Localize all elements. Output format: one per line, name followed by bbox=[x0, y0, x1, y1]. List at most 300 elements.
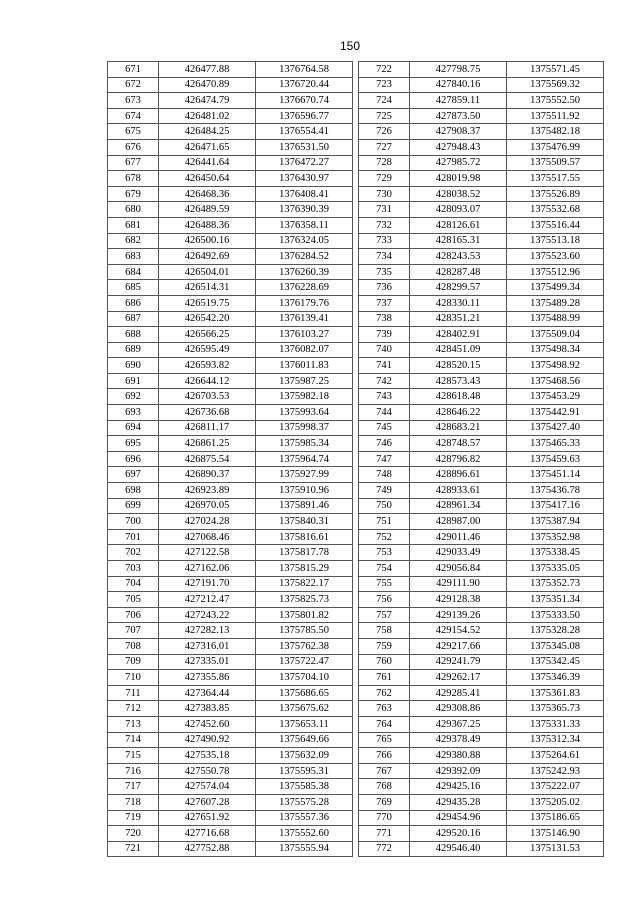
point-number-cell: 765 bbox=[359, 732, 410, 748]
y-coordinate-cell: 1376408.41 bbox=[256, 186, 353, 202]
table-row bbox=[108, 826, 353, 842]
y-coordinate-cell: 1375146.90 bbox=[507, 826, 604, 842]
y-coordinate-cell: 1375436.78 bbox=[507, 483, 604, 499]
y-coordinate-cell: 1376324.05 bbox=[256, 233, 353, 249]
x-coordinate-cell: 427607.28 bbox=[159, 794, 256, 810]
table-row bbox=[108, 389, 353, 405]
x-coordinate-cell: 429520.16 bbox=[410, 826, 507, 842]
x-coordinate-cell: 426890.37 bbox=[159, 467, 256, 483]
table-row bbox=[108, 794, 353, 810]
table-row bbox=[359, 716, 604, 732]
table-row bbox=[359, 389, 604, 405]
x-coordinate-cell: 428683.21 bbox=[410, 420, 507, 436]
table-row bbox=[359, 451, 604, 467]
table-row bbox=[108, 654, 353, 670]
x-coordinate-cell: 428618.48 bbox=[410, 389, 507, 405]
table-row bbox=[359, 841, 604, 857]
table-row bbox=[108, 77, 353, 93]
y-coordinate-cell: 1375985.34 bbox=[256, 436, 353, 452]
y-coordinate-cell: 1375476.99 bbox=[507, 139, 604, 155]
y-coordinate-cell: 1375575.28 bbox=[256, 794, 353, 810]
point-number-cell: 737 bbox=[359, 295, 410, 311]
x-coordinate-cell: 426470.89 bbox=[159, 77, 256, 93]
coordinates-table-left bbox=[107, 61, 353, 857]
x-coordinate-cell: 429241.79 bbox=[410, 654, 507, 670]
y-coordinate-cell: 1376228.69 bbox=[256, 280, 353, 296]
point-number-cell: 771 bbox=[359, 826, 410, 842]
y-coordinate-cell: 1375427.40 bbox=[507, 420, 604, 436]
y-coordinate-cell: 1375511.92 bbox=[507, 108, 604, 124]
point-number-cell: 739 bbox=[359, 327, 410, 343]
x-coordinate-cell: 427535.18 bbox=[159, 748, 256, 764]
point-number-cell: 721 bbox=[108, 841, 159, 857]
x-coordinate-cell: 429011.46 bbox=[410, 529, 507, 545]
point-number-cell: 752 bbox=[359, 529, 410, 545]
x-coordinate-cell: 426441.64 bbox=[159, 155, 256, 171]
table-row bbox=[108, 186, 353, 202]
point-number-cell: 734 bbox=[359, 249, 410, 265]
y-coordinate-cell: 1375653.11 bbox=[256, 716, 353, 732]
table-row bbox=[108, 748, 353, 764]
y-coordinate-cell: 1375352.98 bbox=[507, 529, 604, 545]
y-coordinate-cell: 1375649.66 bbox=[256, 732, 353, 748]
point-number-cell: 713 bbox=[108, 716, 159, 732]
point-number-cell: 768 bbox=[359, 779, 410, 795]
y-coordinate-cell: 1375365.73 bbox=[507, 701, 604, 717]
point-number-cell: 757 bbox=[359, 607, 410, 623]
x-coordinate-cell: 429367.25 bbox=[410, 716, 507, 732]
y-coordinate-cell: 1376554.41 bbox=[256, 124, 353, 140]
table-row bbox=[359, 233, 604, 249]
y-coordinate-cell: 1375722.47 bbox=[256, 654, 353, 670]
x-coordinate-cell: 427716.68 bbox=[159, 826, 256, 842]
y-coordinate-cell: 1375817.78 bbox=[256, 545, 353, 561]
x-coordinate-cell: 426644.12 bbox=[159, 373, 256, 389]
x-coordinate-cell: 429546.40 bbox=[410, 841, 507, 857]
x-coordinate-cell: 429425.16 bbox=[410, 779, 507, 795]
table-row bbox=[359, 202, 604, 218]
table-row bbox=[108, 685, 353, 701]
y-coordinate-cell: 1375998.37 bbox=[256, 420, 353, 436]
point-number-cell: 678 bbox=[108, 171, 159, 187]
x-coordinate-cell: 426504.01 bbox=[159, 264, 256, 280]
y-coordinate-cell: 1375498.92 bbox=[507, 358, 604, 374]
x-coordinate-cell: 428351.21 bbox=[410, 311, 507, 327]
x-coordinate-cell: 426477.88 bbox=[159, 62, 256, 78]
y-coordinate-cell: 1375516.44 bbox=[507, 217, 604, 233]
point-number-cell: 677 bbox=[108, 155, 159, 171]
x-coordinate-cell: 429380.88 bbox=[410, 748, 507, 764]
y-coordinate-cell: 1375509.57 bbox=[507, 155, 604, 171]
point-number-cell: 710 bbox=[108, 670, 159, 686]
y-coordinate-cell: 1375982.18 bbox=[256, 389, 353, 405]
x-coordinate-cell: 427191.70 bbox=[159, 576, 256, 592]
point-number-cell: 686 bbox=[108, 295, 159, 311]
y-coordinate-cell: 1375205.02 bbox=[507, 794, 604, 810]
y-coordinate-cell: 1375482.18 bbox=[507, 124, 604, 140]
table-row bbox=[108, 436, 353, 452]
y-coordinate-cell: 1375465.33 bbox=[507, 436, 604, 452]
x-coordinate-cell: 427752.88 bbox=[159, 841, 256, 857]
table-row bbox=[108, 779, 353, 795]
y-coordinate-cell: 1375762.38 bbox=[256, 638, 353, 654]
y-coordinate-cell: 1375927.99 bbox=[256, 467, 353, 483]
table-row bbox=[108, 217, 353, 233]
point-number-cell: 683 bbox=[108, 249, 159, 265]
y-coordinate-cell: 1375131.53 bbox=[507, 841, 604, 857]
y-coordinate-cell: 1375498.34 bbox=[507, 342, 604, 358]
point-number-cell: 690 bbox=[108, 358, 159, 374]
table-row bbox=[359, 358, 604, 374]
x-coordinate-cell: 426703.53 bbox=[159, 389, 256, 405]
point-number-cell: 746 bbox=[359, 436, 410, 452]
table-row bbox=[359, 498, 604, 514]
y-coordinate-cell: 1375993.64 bbox=[256, 405, 353, 421]
y-coordinate-cell: 1375557.36 bbox=[256, 810, 353, 826]
x-coordinate-cell: 426736.68 bbox=[159, 405, 256, 421]
point-number-cell: 702 bbox=[108, 545, 159, 561]
point-number-cell: 699 bbox=[108, 498, 159, 514]
x-coordinate-cell: 429033.49 bbox=[410, 545, 507, 561]
y-coordinate-cell: 1375387.94 bbox=[507, 514, 604, 530]
point-number-cell: 722 bbox=[359, 62, 410, 78]
point-number-cell: 720 bbox=[108, 826, 159, 842]
y-coordinate-cell: 1375509.04 bbox=[507, 327, 604, 343]
point-number-cell: 758 bbox=[359, 623, 410, 639]
x-coordinate-cell: 429056.84 bbox=[410, 561, 507, 577]
x-coordinate-cell: 428796.82 bbox=[410, 451, 507, 467]
point-number-cell: 701 bbox=[108, 529, 159, 545]
point-number-cell: 732 bbox=[359, 217, 410, 233]
table-row bbox=[108, 139, 353, 155]
table-row bbox=[108, 108, 353, 124]
point-number-cell: 700 bbox=[108, 514, 159, 530]
table-row bbox=[359, 529, 604, 545]
point-number-cell: 696 bbox=[108, 451, 159, 467]
table-row bbox=[108, 358, 353, 374]
x-coordinate-cell: 428520.15 bbox=[410, 358, 507, 374]
point-number-cell: 687 bbox=[108, 311, 159, 327]
table-row bbox=[359, 108, 604, 124]
y-coordinate-cell: 1375242.93 bbox=[507, 763, 604, 779]
point-number-cell: 693 bbox=[108, 405, 159, 421]
x-coordinate-cell: 426566.25 bbox=[159, 327, 256, 343]
table-row bbox=[108, 124, 353, 140]
table-row bbox=[108, 249, 353, 265]
x-coordinate-cell: 428299.57 bbox=[410, 280, 507, 296]
table-row bbox=[359, 592, 604, 608]
table-row bbox=[108, 467, 353, 483]
point-number-cell: 760 bbox=[359, 654, 410, 670]
table-row bbox=[359, 483, 604, 499]
point-number-cell: 731 bbox=[359, 202, 410, 218]
point-number-cell: 762 bbox=[359, 685, 410, 701]
y-coordinate-cell: 1375801.82 bbox=[256, 607, 353, 623]
x-coordinate-cell: 427859.11 bbox=[410, 93, 507, 109]
y-coordinate-cell: 1375351.34 bbox=[507, 592, 604, 608]
table-row bbox=[108, 451, 353, 467]
y-coordinate-cell: 1375891.46 bbox=[256, 498, 353, 514]
table-row bbox=[108, 342, 353, 358]
y-coordinate-cell: 1375352.73 bbox=[507, 576, 604, 592]
table-row bbox=[359, 561, 604, 577]
x-coordinate-cell: 429111.90 bbox=[410, 576, 507, 592]
y-coordinate-cell: 1376358.11 bbox=[256, 217, 353, 233]
table-row bbox=[108, 233, 353, 249]
x-coordinate-cell: 426450.64 bbox=[159, 171, 256, 187]
y-coordinate-cell: 1375328.28 bbox=[507, 623, 604, 639]
x-coordinate-cell: 426595.49 bbox=[159, 342, 256, 358]
table-row bbox=[359, 654, 604, 670]
point-number-cell: 714 bbox=[108, 732, 159, 748]
point-number-cell: 742 bbox=[359, 373, 410, 389]
table-row bbox=[108, 716, 353, 732]
y-coordinate-cell: 1375585.38 bbox=[256, 779, 353, 795]
y-coordinate-cell: 1375453.29 bbox=[507, 389, 604, 405]
point-number-cell: 698 bbox=[108, 483, 159, 499]
table-row bbox=[359, 576, 604, 592]
x-coordinate-cell: 427364.44 bbox=[159, 685, 256, 701]
point-number-cell: 751 bbox=[359, 514, 410, 530]
x-coordinate-cell: 429285.41 bbox=[410, 685, 507, 701]
x-coordinate-cell: 427574.04 bbox=[159, 779, 256, 795]
x-coordinate-cell: 426484.25 bbox=[159, 124, 256, 140]
x-coordinate-cell: 427335.01 bbox=[159, 654, 256, 670]
y-coordinate-cell: 1375569.32 bbox=[507, 77, 604, 93]
y-coordinate-cell: 1375459.63 bbox=[507, 451, 604, 467]
y-coordinate-cell: 1375342.45 bbox=[507, 654, 604, 670]
table-row bbox=[359, 420, 604, 436]
point-number-cell: 769 bbox=[359, 794, 410, 810]
table-row bbox=[108, 701, 353, 717]
y-coordinate-cell: 1375346.39 bbox=[507, 670, 604, 686]
x-coordinate-cell: 427550.78 bbox=[159, 763, 256, 779]
point-number-cell: 766 bbox=[359, 748, 410, 764]
point-number-cell: 697 bbox=[108, 467, 159, 483]
point-number-cell: 717 bbox=[108, 779, 159, 795]
y-coordinate-cell: 1375523.60 bbox=[507, 249, 604, 265]
point-number-cell: 691 bbox=[108, 373, 159, 389]
point-number-cell: 704 bbox=[108, 576, 159, 592]
point-number-cell: 747 bbox=[359, 451, 410, 467]
point-number-cell: 763 bbox=[359, 701, 410, 717]
x-coordinate-cell: 426542.20 bbox=[159, 311, 256, 327]
y-coordinate-cell: 1375468.56 bbox=[507, 373, 604, 389]
point-number-cell: 772 bbox=[359, 841, 410, 857]
x-coordinate-cell: 427282.13 bbox=[159, 623, 256, 639]
table-row bbox=[108, 405, 353, 421]
x-coordinate-cell: 428961.34 bbox=[410, 498, 507, 514]
y-coordinate-cell: 1375517.55 bbox=[507, 171, 604, 187]
table-row bbox=[108, 592, 353, 608]
point-number-cell: 770 bbox=[359, 810, 410, 826]
table-row bbox=[108, 498, 353, 514]
y-coordinate-cell: 1375552.50 bbox=[507, 93, 604, 109]
table-row bbox=[108, 623, 353, 639]
point-number-cell: 705 bbox=[108, 592, 159, 608]
x-coordinate-cell: 427490.92 bbox=[159, 732, 256, 748]
table-row bbox=[359, 327, 604, 343]
table-row bbox=[359, 670, 604, 686]
x-coordinate-cell: 427452.60 bbox=[159, 716, 256, 732]
point-number-cell: 725 bbox=[359, 108, 410, 124]
table-row bbox=[108, 327, 353, 343]
table-row bbox=[108, 155, 353, 171]
point-number-cell: 744 bbox=[359, 405, 410, 421]
y-coordinate-cell: 1375312.34 bbox=[507, 732, 604, 748]
coordinates-table-right bbox=[358, 61, 604, 857]
y-coordinate-cell: 1375632.09 bbox=[256, 748, 353, 764]
point-number-cell: 694 bbox=[108, 420, 159, 436]
table-row bbox=[359, 295, 604, 311]
table-row bbox=[108, 202, 353, 218]
table-row bbox=[359, 607, 604, 623]
point-number-cell: 754 bbox=[359, 561, 410, 577]
x-coordinate-cell: 426471.65 bbox=[159, 139, 256, 155]
y-coordinate-cell: 1375451.14 bbox=[507, 467, 604, 483]
x-coordinate-cell: 428126.61 bbox=[410, 217, 507, 233]
table-row bbox=[359, 373, 604, 389]
x-coordinate-cell: 428748.57 bbox=[410, 436, 507, 452]
x-coordinate-cell: 427948.43 bbox=[410, 139, 507, 155]
y-coordinate-cell: 1376284.52 bbox=[256, 249, 353, 265]
table-row bbox=[108, 561, 353, 577]
table-row bbox=[108, 841, 353, 857]
x-coordinate-cell: 427316.01 bbox=[159, 638, 256, 654]
y-coordinate-cell: 1375571.45 bbox=[507, 62, 604, 78]
table-row bbox=[359, 779, 604, 795]
point-number-cell: 729 bbox=[359, 171, 410, 187]
point-number-cell: 703 bbox=[108, 561, 159, 577]
y-coordinate-cell: 1376103.27 bbox=[256, 327, 353, 343]
point-number-cell: 673 bbox=[108, 93, 159, 109]
point-number-cell: 681 bbox=[108, 217, 159, 233]
point-number-cell: 682 bbox=[108, 233, 159, 249]
y-coordinate-cell: 1375595.31 bbox=[256, 763, 353, 779]
x-coordinate-cell: 429128.38 bbox=[410, 592, 507, 608]
point-number-cell: 715 bbox=[108, 748, 159, 764]
table-row bbox=[108, 483, 353, 499]
y-coordinate-cell: 1375345.08 bbox=[507, 638, 604, 654]
y-coordinate-cell: 1375513.18 bbox=[507, 233, 604, 249]
x-coordinate-cell: 427985.72 bbox=[410, 155, 507, 171]
x-coordinate-cell: 426488.36 bbox=[159, 217, 256, 233]
table-row bbox=[359, 171, 604, 187]
y-coordinate-cell: 1376670.74 bbox=[256, 93, 353, 109]
y-coordinate-cell: 1375532.68 bbox=[507, 202, 604, 218]
y-coordinate-cell: 1376260.39 bbox=[256, 264, 353, 280]
y-coordinate-cell: 1375675.62 bbox=[256, 701, 353, 717]
table-row bbox=[108, 810, 353, 826]
table-row bbox=[108, 93, 353, 109]
table-row bbox=[359, 217, 604, 233]
y-coordinate-cell: 1375488.99 bbox=[507, 311, 604, 327]
table-row bbox=[359, 436, 604, 452]
x-coordinate-cell: 429392.09 bbox=[410, 763, 507, 779]
x-coordinate-cell: 429308.86 bbox=[410, 701, 507, 717]
y-coordinate-cell: 1376472.27 bbox=[256, 155, 353, 171]
x-coordinate-cell: 426474.79 bbox=[159, 93, 256, 109]
y-coordinate-cell: 1375186.65 bbox=[507, 810, 604, 826]
x-coordinate-cell: 429217.66 bbox=[410, 638, 507, 654]
table-row bbox=[108, 732, 353, 748]
x-coordinate-cell: 426875.54 bbox=[159, 451, 256, 467]
point-number-cell: 727 bbox=[359, 139, 410, 155]
x-coordinate-cell: 428402.91 bbox=[410, 327, 507, 343]
y-coordinate-cell: 1375910.96 bbox=[256, 483, 353, 499]
x-coordinate-cell: 427024.28 bbox=[159, 514, 256, 530]
y-coordinate-cell: 1375512.96 bbox=[507, 264, 604, 280]
x-coordinate-cell: 426468.36 bbox=[159, 186, 256, 202]
y-coordinate-cell: 1375815.29 bbox=[256, 561, 353, 577]
x-coordinate-cell: 429435.28 bbox=[410, 794, 507, 810]
table-row bbox=[108, 576, 353, 592]
table-row bbox=[359, 77, 604, 93]
y-coordinate-cell: 1376011.83 bbox=[256, 358, 353, 374]
point-number-cell: 723 bbox=[359, 77, 410, 93]
table-row bbox=[108, 638, 353, 654]
y-coordinate-cell: 1376531.50 bbox=[256, 139, 353, 155]
page-number: 150 bbox=[339, 39, 361, 53]
point-number-cell: 671 bbox=[108, 62, 159, 78]
x-coordinate-cell: 426811.17 bbox=[159, 420, 256, 436]
point-number-cell: 735 bbox=[359, 264, 410, 280]
y-coordinate-cell: 1375222.07 bbox=[507, 779, 604, 795]
x-coordinate-cell: 427162.06 bbox=[159, 561, 256, 577]
y-coordinate-cell: 1376179.76 bbox=[256, 295, 353, 311]
table-row bbox=[359, 311, 604, 327]
point-number-cell: 695 bbox=[108, 436, 159, 452]
x-coordinate-cell: 429454.96 bbox=[410, 810, 507, 826]
table-row bbox=[108, 607, 353, 623]
table-row bbox=[359, 186, 604, 202]
y-coordinate-cell: 1375264.61 bbox=[507, 748, 604, 764]
x-coordinate-cell: 427651.92 bbox=[159, 810, 256, 826]
point-number-cell: 711 bbox=[108, 685, 159, 701]
table-row bbox=[108, 529, 353, 545]
y-coordinate-cell: 1376390.39 bbox=[256, 202, 353, 218]
table-row bbox=[108, 171, 353, 187]
x-coordinate-cell: 429262.17 bbox=[410, 670, 507, 686]
point-number-cell: 724 bbox=[359, 93, 410, 109]
table-row bbox=[359, 638, 604, 654]
y-coordinate-cell: 1375526.89 bbox=[507, 186, 604, 202]
table-row bbox=[359, 405, 604, 421]
x-coordinate-cell: 428896.61 bbox=[410, 467, 507, 483]
point-number-cell: 767 bbox=[359, 763, 410, 779]
y-coordinate-cell: 1375555.94 bbox=[256, 841, 353, 857]
table-row bbox=[108, 545, 353, 561]
x-coordinate-cell: 427908.37 bbox=[410, 124, 507, 140]
y-coordinate-cell: 1375987.25 bbox=[256, 373, 353, 389]
x-coordinate-cell: 428987.00 bbox=[410, 514, 507, 530]
y-coordinate-cell: 1375822.17 bbox=[256, 576, 353, 592]
table-row bbox=[359, 264, 604, 280]
table-row bbox=[108, 514, 353, 530]
table-row bbox=[108, 311, 353, 327]
y-coordinate-cell: 1375338.45 bbox=[507, 545, 604, 561]
x-coordinate-cell: 429154.52 bbox=[410, 623, 507, 639]
point-number-cell: 709 bbox=[108, 654, 159, 670]
y-coordinate-cell: 1376139.41 bbox=[256, 311, 353, 327]
point-number-cell: 759 bbox=[359, 638, 410, 654]
y-coordinate-cell: 1375964.74 bbox=[256, 451, 353, 467]
x-coordinate-cell: 428038.52 bbox=[410, 186, 507, 202]
point-number-cell: 730 bbox=[359, 186, 410, 202]
x-coordinate-cell: 427068.46 bbox=[159, 529, 256, 545]
point-number-cell: 689 bbox=[108, 342, 159, 358]
point-number-cell: 741 bbox=[359, 358, 410, 374]
